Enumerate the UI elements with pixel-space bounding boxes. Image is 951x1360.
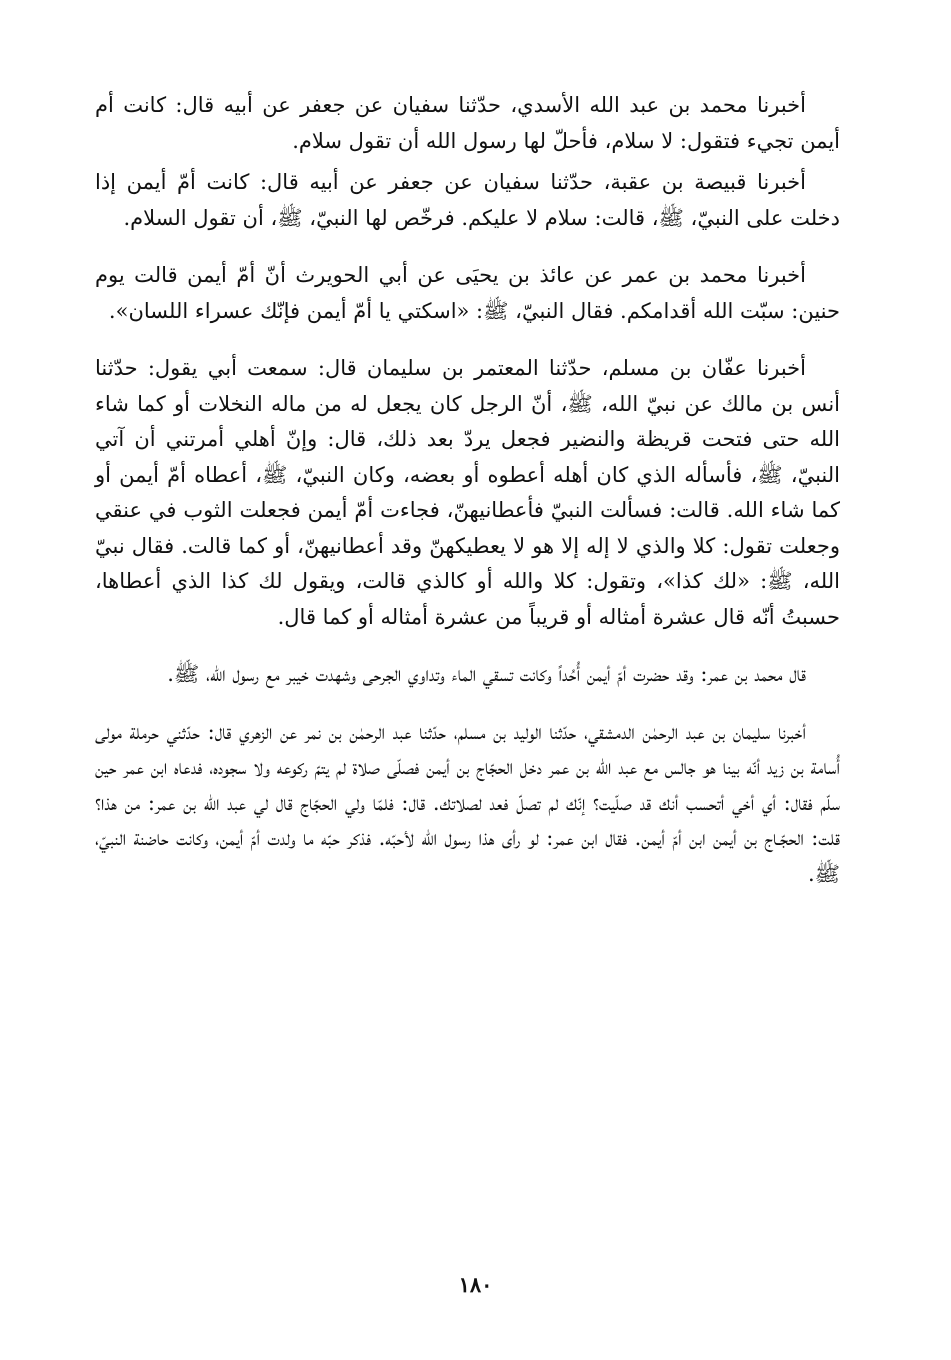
paragraph-3: أخبرنا محمد بن عمر عن عائذ بن يحيَى عن أبي الحويرث أنّ أمّ أيمن قالت يوم حنين: سبّت الله أقدامكم. فقال النبيّ، ﷺ: «اسكتي يا أمّ أيمن فإنّك عسراء اللسان».	[95, 263, 840, 323]
paragraph-6: أخبرنا سليمان بن عبد الرحمٰن الدمشقي، حدّثنا الوليد بن مسلم، حدّثنا عبد الرحمٰن بن نمر عن الزهري قال: حدّثني حرملة مولى أُسامة بن زيد أنّه بينا هو جالس مع عبد الله بن عمر دخل الحجّاج بن أيمن فصلّى صلاة لم يتمّ ركوعه ولا سجوده، فدعاه ابن عمر حين سلّم فقال: أي أخي أتحسب أنك قد صلّيت؟ إنّك لم تصلّ فعد لصلاتك. قال: فلمّا ولي الحجّاج قال لي عبد الله بن عمر: من هذا؟ قلت: الحجّـاج بن أيمن ابن أمّ أيمن. فقال ابن عمر: لو رأى هذا رسول الله لأحبّه. فذكر حبّه ما ولدت أمّ أيمن، وكانت حاضنة النبيّ، ﷺ.	[95, 719, 840, 886]
paragraph-4: أخبرنا عفّان بن مسلم، حدّثنا المعتمر بن سليمان قال: سمعت أبي يقول: حدّثنا أنس بن مالك عن نبيّ الله، ﷺ، أنّ الرجل كان يجعل له من ماله النخلات أو كما شاء الله حتى فتحت قريظة والنضير فجعل يردّ بعد ذلك، قال: وإنّ أهلي أمرتني أن آتي النبيّ، ﷺ، فأسأله الذي كان أهله أعطوه أو بعضه، وكان النبيّ، ﷺ، أعطاه أمّ أيمن أو كما شاء الله. قالت: فسألت النبيّ فأعطانيهنّ، فجاءت أمّ أيمن فجعلت الثوب في عنقي وجعلت تقول: كلا والذي لا إله إلا هو لا يعطيكهنّ وقد أعطانيهنّ، أو كما قالت. فقال نبيّ الله، ﷺ: «لك كذا»، وتقول: كلا والله أو كالذي قالت، ويقول لك كذا الذي أعطاها، حسبتُ أنّه قال عشرة أمثاله أو قريباً من عشرة أمثاله أو كما قال.	[95, 356, 840, 629]
page-number: ١٨٠	[458, 1272, 493, 1297]
paragraph-1: أخبرنا محمد بن عبد الله الأسدي، حدّثنا سفيان عن جعفر عن أبيه قال: كانت أم أيمن تجيء فتقول: لا سلام، فأحلّ لها رسول الله أن تقول سلام.	[95, 93, 840, 153]
paragraph-2: أخبرنا قبيصة بن عقبة، حدّثنا سفيان عن جعفر عن أبيه قال: كانت أمّ أيمن إذا دخلت على النبيّ، ﷺ، قالت: سلام لا عليكم. فرخّص لها النبيّ، ﷺ، أن تقول السلام.	[95, 170, 840, 230]
paragraph-5: قال محمد بن عمر: وقد حضرت أمّ أيمن أُحُداً وكانت تسقي الماء وتداوي الجرحى وشهدت خيبر مع رسول الله، ﷺ.	[167, 662, 806, 686]
page-body	[95, 88, 840, 892]
